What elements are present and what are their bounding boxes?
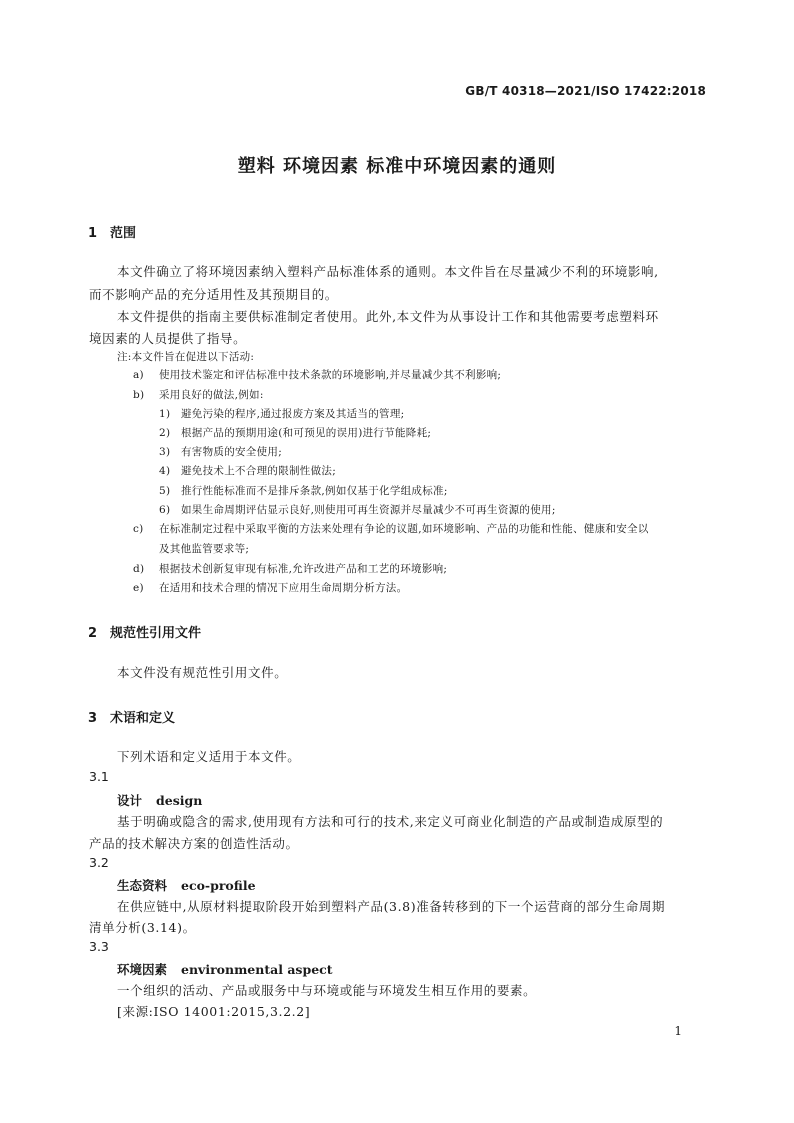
section-number: 3 (88, 711, 98, 726)
term-english: design (156, 793, 203, 808)
note-intro: 注:本文件旨在促进以下活动: (117, 351, 255, 363)
paragraph-line: 而不影响产品的充分适用性及其预期目的。 (89, 287, 338, 302)
section-title: 范围 (110, 226, 137, 241)
section-number: 2 (88, 626, 98, 641)
sub-list-item (159, 502, 556, 517)
clause-number: 3.3 (89, 939, 109, 954)
sub-list-item (159, 406, 404, 421)
sub-item-label: 4) (159, 465, 171, 477)
document-title: 塑料 环境因素 标准中环境因素的通则 (237, 156, 557, 177)
section-title: 规范性引用文件 (110, 626, 202, 641)
paragraph-line: 本文件确立了将环境因素纳入塑料产品标准体系的通则。本文件旨在尽量减少不利的环境影响, (117, 264, 659, 279)
sub-item-text: 有害物质的安全使用; (181, 446, 283, 458)
sub-item-text: 避免污染的程序,通过报废方案及其适当的管理; (181, 408, 405, 420)
sub-list-item (159, 483, 448, 498)
sub-list-item (159, 425, 431, 440)
definition-line: 基于明确或隐含的需求,使用现有方法和可行的技术,来定义可商业化制造的产品或制造成原型的 (117, 814, 664, 829)
term-chinese: 生态资料 (117, 878, 168, 893)
paragraph-line: 本文件没有规范性引用文件。 (117, 665, 288, 680)
sub-item-text: 推行性能标准而不是排斥条款,例如仅基于化学组成标准; (181, 485, 448, 497)
list-item-label: e) (133, 582, 144, 594)
standard-code: GB/T 40318—2021/ISO 17422:2018 (465, 84, 706, 98)
term-chinese: 设计 (117, 793, 143, 808)
sub-item-label: 6) (159, 504, 171, 516)
term-heading (117, 791, 202, 809)
paragraph-line: 本文件提供的指南主要供标准制定者使用。此外,本文件为从事设计工作和其他需要考虑塑料环 (117, 309, 659, 324)
sub-list-item (159, 444, 282, 459)
list-item-text: 根据技术创新复审现有标准,允许改进产品和工艺的环境影响; (159, 563, 448, 575)
definition-line: 产品的技术解决方案的创造性活动。 (89, 836, 299, 851)
sub-item-text: 避免技术上不合理的限制性做法; (181, 465, 337, 477)
list-item (133, 561, 447, 576)
list-item (133, 580, 407, 595)
term-heading (117, 876, 256, 894)
page-number: 1 (674, 1024, 682, 1038)
paragraph-line: 下列术语和定义适用于本文件。 (117, 749, 301, 764)
list-item-text: 在适用和技术合理的情况下应用生命周期分析方法。 (159, 582, 408, 594)
list-item (133, 387, 264, 402)
clause-number: 3.2 (89, 855, 109, 870)
list-item-label: c) (133, 523, 144, 535)
term-chinese: 环境因素 (117, 962, 168, 977)
list-item-continuation: 及其他监管要求等; (159, 543, 250, 555)
term-english: environmental aspect (181, 962, 333, 977)
sub-item-text: 如果生命周期评估显示良好,则使用可再生资源并尽量减少不可再生资源的使用; (181, 504, 556, 516)
section-number: 1 (88, 226, 98, 241)
definition-line: 清单分析(3.14)。 (89, 920, 196, 935)
section-2-heading (88, 622, 201, 641)
sub-item-label: 1) (159, 408, 171, 420)
list-item-label: a) (133, 369, 144, 381)
list-item (133, 521, 649, 536)
list-item-text: 在标准制定过程中采取平衡的方法来处理有争论的议题,如环境影响、产品的功能和性能、健康和安全以 (159, 523, 649, 535)
section-1-heading (88, 222, 136, 241)
clause-number: 3.1 (89, 769, 109, 784)
definition-line: 一个组织的活动、产品或服务中与环境或能与环境发生相互作用的要素。 (117, 983, 537, 998)
list-item-label: b) (133, 389, 145, 401)
sub-item-label: 5) (159, 485, 171, 497)
sub-item-label: 3) (159, 446, 171, 458)
list-item-label: d) (133, 563, 145, 575)
source-reference: [来源:ISO 14001:2015,3.2.2] (117, 1004, 311, 1019)
section-title: 术语和定义 (110, 711, 176, 726)
list-item-text: 采用良好的做法,例如: (159, 389, 264, 401)
term-heading (117, 960, 333, 978)
paragraph-line: 境因素的人员提供了指导。 (89, 331, 247, 346)
sub-item-label: 2) (159, 427, 171, 439)
list-item-text: 使用技术鉴定和评估标准中技术条款的环境影响,并尽量减少其不利影响; (159, 369, 502, 381)
sub-list-item (159, 463, 336, 478)
definition-line: 在供应链中,从原材料提取阶段开始到塑料产品(3.8)准备转移到的下一个运营商的部分生命周期 (117, 899, 666, 914)
sub-item-text: 根据产品的预期用途(和可预见的误用)进行节能降耗; (181, 427, 432, 439)
term-english: eco-profile (181, 878, 256, 893)
section-3-heading (88, 707, 175, 726)
list-item (133, 367, 501, 382)
